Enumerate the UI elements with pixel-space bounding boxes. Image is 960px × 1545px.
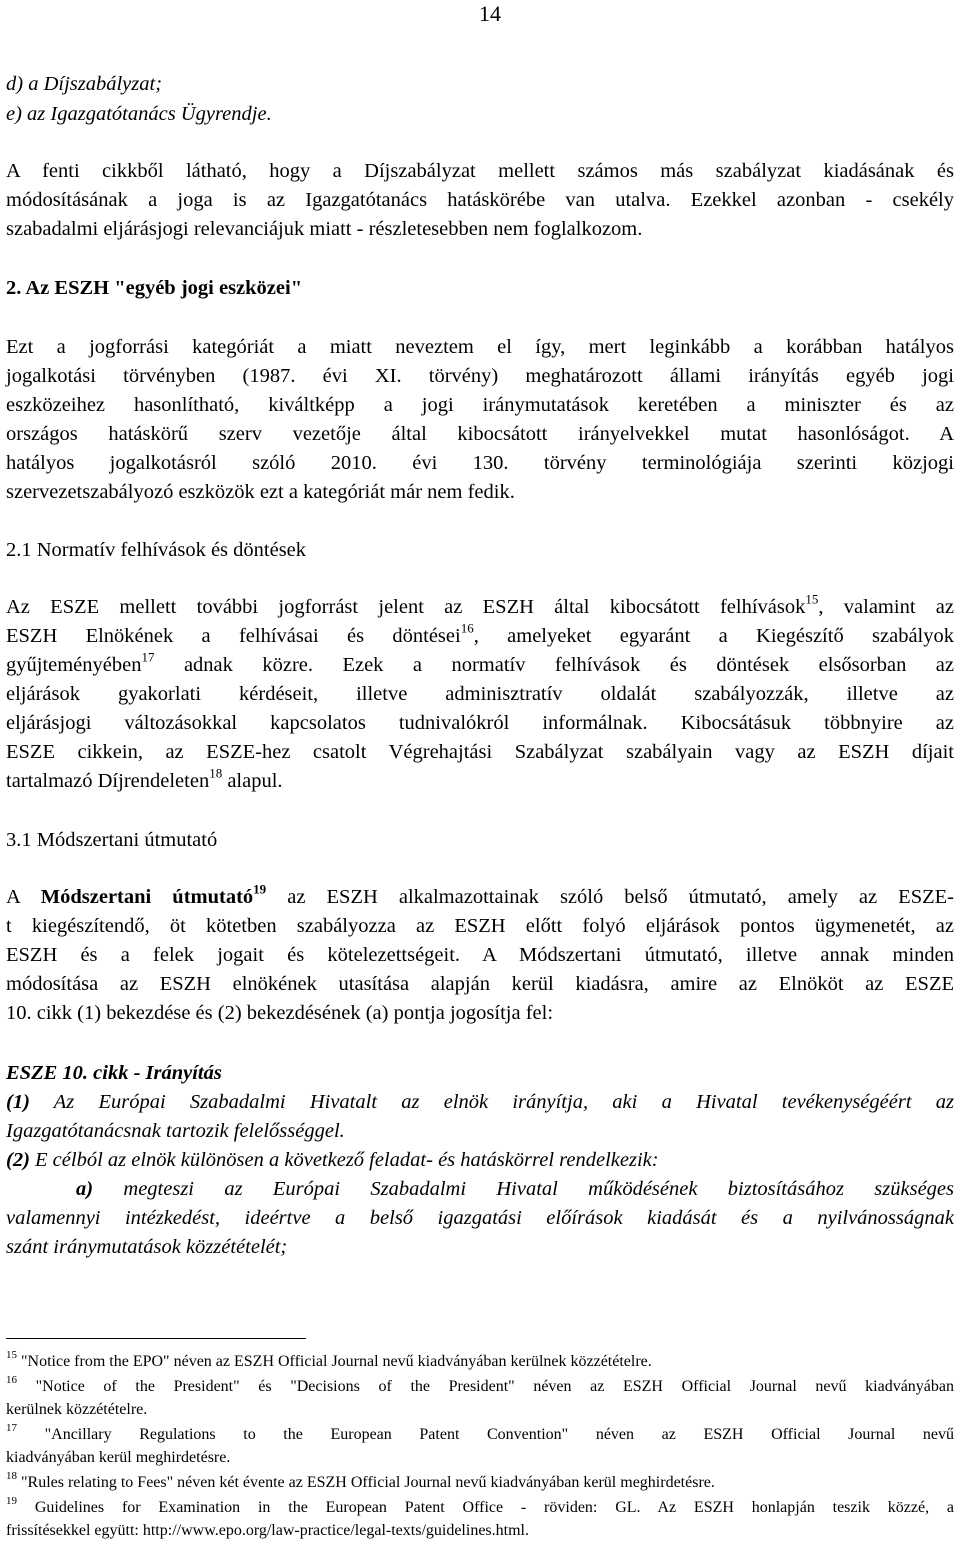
list-item-e: e) az Igazgatótanács Ügyrendje. [6,103,272,125]
footnote-17-line-1: $^{17}$ "Ancillary Regulations to the European Patent Convention" néven az ESZH Official Journal nevű [6,1421,954,1443]
footnote-ref-19: 19 [253,881,267,897]
page-number: 14 [479,1,501,26]
list-item-d: d) a Díjszabályzat; [6,73,163,95]
footnote-ref-18: 18 [209,765,223,781]
intro-line-1: A fenti cikkből látható, hogy a Díjszabályzat mellett számos más szabályzat kiadásának és [6,160,954,182]
quote-paragraph-1-line-2: Igazgatótanácsnak tartozik felelősséggel. [6,1120,345,1142]
footnote-17-line-2: kiadványában kerül meghirdetésre. [6,1449,231,1466]
section-2-1-last-line: tartalmazó Díjrendeleten$^{18}$ alapul. [6,765,283,792]
quote-heading: ESZE 10. cikk - Irányítás [6,1062,222,1084]
section-2-1-heading: 2.1 Normatív felhívások és döntések [6,539,307,561]
section-3-1-last-line: 10. cikk (1) bekezdése és (2) bekezdésének (a) pontja jogosítja fel: [6,1002,554,1024]
section-3-1-line-1: A Módszertani útmutató$^{19}$ az ESZH alkalmazottainak szóló belső útmutató, amely az ESZE- [6,881,954,908]
section-2-1-line: eljárások gyakorlati kérdéseit, illetve adminisztratív oldalát szabályozzák, illetve az [6,683,954,705]
section-2-line: eszközeihez hasonlítható, kiváltképp a jogi iránymutatások keretében a miniszter és az [6,394,954,416]
section-2-line: hatályos jogalkotásról szóló 2010. évi 130. törvény terminológiája szerinti közjogi [6,452,954,474]
section-2-1-line-3: gyűjteményében$^{17}$ adnak közre. Ezek a normatív felhívások és döntések elsősorban az [6,649,954,676]
footnote-ref-17: 17 [141,649,155,665]
section-3-1-line: ESZH és a felek jogait és kötelezettségeit. A Módszertani útmutató, illetve annak minden [6,944,954,966]
section-2-1-line: eljárásjogi változásokkal kapcsolatos tudnivalókról informálnak. Kibocsátásuk többnyire az [6,712,954,734]
footnote-separator [6,1338,306,1339]
section-2-1-line: ESZE cikkein, az ESZE-hez csatolt Végrehajtási Szabályzat szabályain vagy az ESZH díjait [6,741,954,763]
section-3-1-line: módosítása az ESZH elnökének utasítása alapján kerül kiadásra, amire az Elnököt az ESZE [6,973,954,995]
section-2-line: országos hatáskörű szerv vezetője által kibocsátott irányelvekkel mutat hasonlóságot. A [6,423,954,445]
intro-line-3: szabadalmi eljárásjogi relevanciájuk miatt - részletesebben nem foglalkozom. [6,218,643,240]
footnote-ref-15: 15 [805,591,819,607]
quote-point-a-line-3: szánt iránymutatások közzétételét; [6,1236,288,1258]
section-3-1-line: t kiegészítendő, öt kötetben szabályozza az ESZH előtt folyó eljárások pontos ügymenetét, az [6,915,954,937]
section-2-heading: 2. Az ESZH "egyéb jogi eszközei" [6,277,303,299]
section-2-last-line: szervezetszabályozó eszközök ezt a kategóriát már nem fedik. [6,481,515,503]
footnote-15: $^{15}$ "Notice from the EPO" néven az ESZH Official Journal nevű kiadványában kerülnek közzétételre. [6,1348,652,1370]
intro-line-2: módosításának a joga is az Igazgatótanács hatáskörébe van utalva. Ezekkel azonban - csekély [6,189,954,211]
footnote-16-line-1: $^{16}$ "Notice of the President" és "Decisions of the President" néven az ESZH Official Journal nevű kiadványában [6,1373,954,1395]
footnote-19-line-1: $^{19}$ Guidelines for Examination in the European Patent Office - röviden: GL. Az ESZH honlapján teszik közzé, a [6,1494,954,1516]
section-2-1-line-1: Az ESZE mellett további jogforrást jelent az ESZH által kibocsátott felhívások$^{15}$, valamint az [6,591,954,618]
footnote-ref-16: 16 [460,620,474,636]
footnote-16-line-2: kerülnek közzétételre. [6,1401,148,1418]
quote-paragraph-1-line-1: (1) Az Európai Szabadalmi Hivatalt az elnök irányítja, aki a Hivatal tevékenységéért az [6,1091,954,1113]
quote-point-a-line-1: a) megteszi az Európai Szabadalmi Hivatal működésének biztosításához szükséges [76,1178,954,1200]
section-2-1-line-2: ESZH Elnökének a felhívásai és döntései$^{16}$, amelyeket egyaránt a Kiegészítő szabályok [6,620,954,647]
footnote-19-line-2: frissítésekkel együtt: http://www.epo.org/law-practice/legal-texts/guidelines.html. [6,1522,529,1539]
section-3-1-heading: 3.1 Módszertani útmutató [6,829,218,851]
section-2-line: jogalkotási törvényben (1987. évi XI. törvény) meghatározott állami irányítás egyéb jogi [6,365,954,387]
quote-paragraph-2: (2) E célból az elnök különösen a következő feladat- és hatáskörrel rendelkezik: [6,1149,659,1171]
section-2-line: Ezt a jogforrási kategóriát a miatt neveztem el így, mert leginkább a korábban hatályos [6,336,954,358]
quote-point-a-line-2: valamennyi intézkedést, ideértve a belső igazgatási előírások kiadását és a nyilvánosságnak [6,1207,954,1229]
footnote-18: $^{18}$ "Rules relating to Fees" néven két évente az ESZH Official Journal nevű kiadványában kerül meghirdetésre. [6,1469,715,1491]
